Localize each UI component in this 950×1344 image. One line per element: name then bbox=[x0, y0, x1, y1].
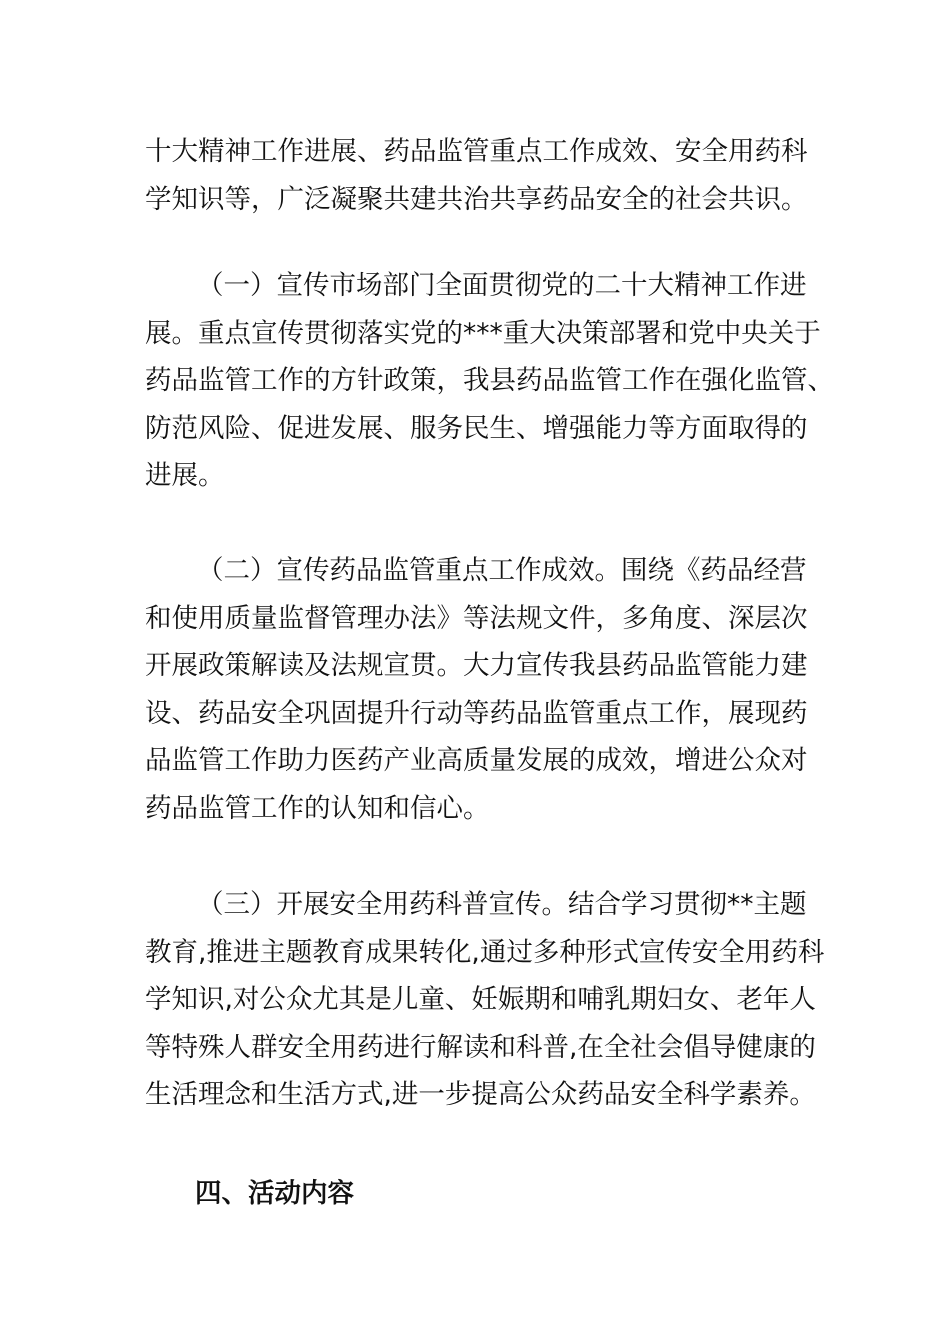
paragraph-line: （一）宣传市场部门全面贯彻党的二十大精神工作进 bbox=[197, 270, 807, 301]
paragraph-line: 学知识,对公众尤其是儿童、妊娠期和哺乳期妇女、老年人 bbox=[145, 984, 816, 1015]
paragraph-intro bbox=[145, 128, 808, 223]
paragraph-line: 品监管工作助力医药产业高质量发展的成效，增进公众对 bbox=[145, 745, 808, 776]
paragraph-line: 设、药品安全巩固提升行动等药品监管重点工作，展现药 bbox=[145, 697, 808, 729]
paragraph-line: 教育,推进主题教育成果转化,通过多种形式宣传安全用药科 bbox=[145, 936, 825, 968]
paragraph-line: 进展。 bbox=[145, 460, 225, 491]
paragraph-line: 药品监管工作的方针政策，我县药品监管工作在强化监管、 bbox=[145, 365, 834, 396]
paragraph-line: 展。重点宣传贯彻落实党的***重大决策部署和党中央关于 bbox=[145, 317, 821, 349]
paragraph-line: 防范风险、促进发展、服务民生、增强能力等方面取得的 bbox=[145, 412, 808, 444]
paragraph-line: 生活理念和生活方式,进一步提高公众药品安全科学素养。 bbox=[145, 1079, 816, 1110]
paragraph-line: 十大精神工作进展、药品监管重点工作成效、安全用药科 bbox=[145, 136, 808, 167]
paragraph-line: 等特殊人群安全用药进行解读和科普,在全社会倡导健康的 bbox=[145, 1031, 816, 1063]
section-heading: 四、活动内容 bbox=[195, 1178, 354, 1209]
paragraph-line: （二）宣传药品监管重点工作成效。围绕《药品经营 bbox=[197, 555, 807, 586]
paragraph-line: 开展政策解读及法规宣贯。大力宣传我县药品监管能力建 bbox=[145, 650, 808, 681]
paragraph-section-2 bbox=[145, 547, 808, 832]
paragraph-line: （三）开展安全用药科普宣传。结合学习贯彻**主题 bbox=[197, 889, 807, 920]
paragraph-section-3 bbox=[145, 881, 825, 1119]
paragraph-line: 和使用质量监督管理办法》等法规文件，多角度、深层次 bbox=[145, 602, 808, 634]
paragraph-section-1 bbox=[145, 262, 834, 500]
paragraph-line: 学知识等，广泛凝聚共建共治共享药品安全的社会共识。 bbox=[145, 183, 808, 215]
paragraph-line: 药品监管工作的认知和信心。 bbox=[145, 792, 490, 824]
